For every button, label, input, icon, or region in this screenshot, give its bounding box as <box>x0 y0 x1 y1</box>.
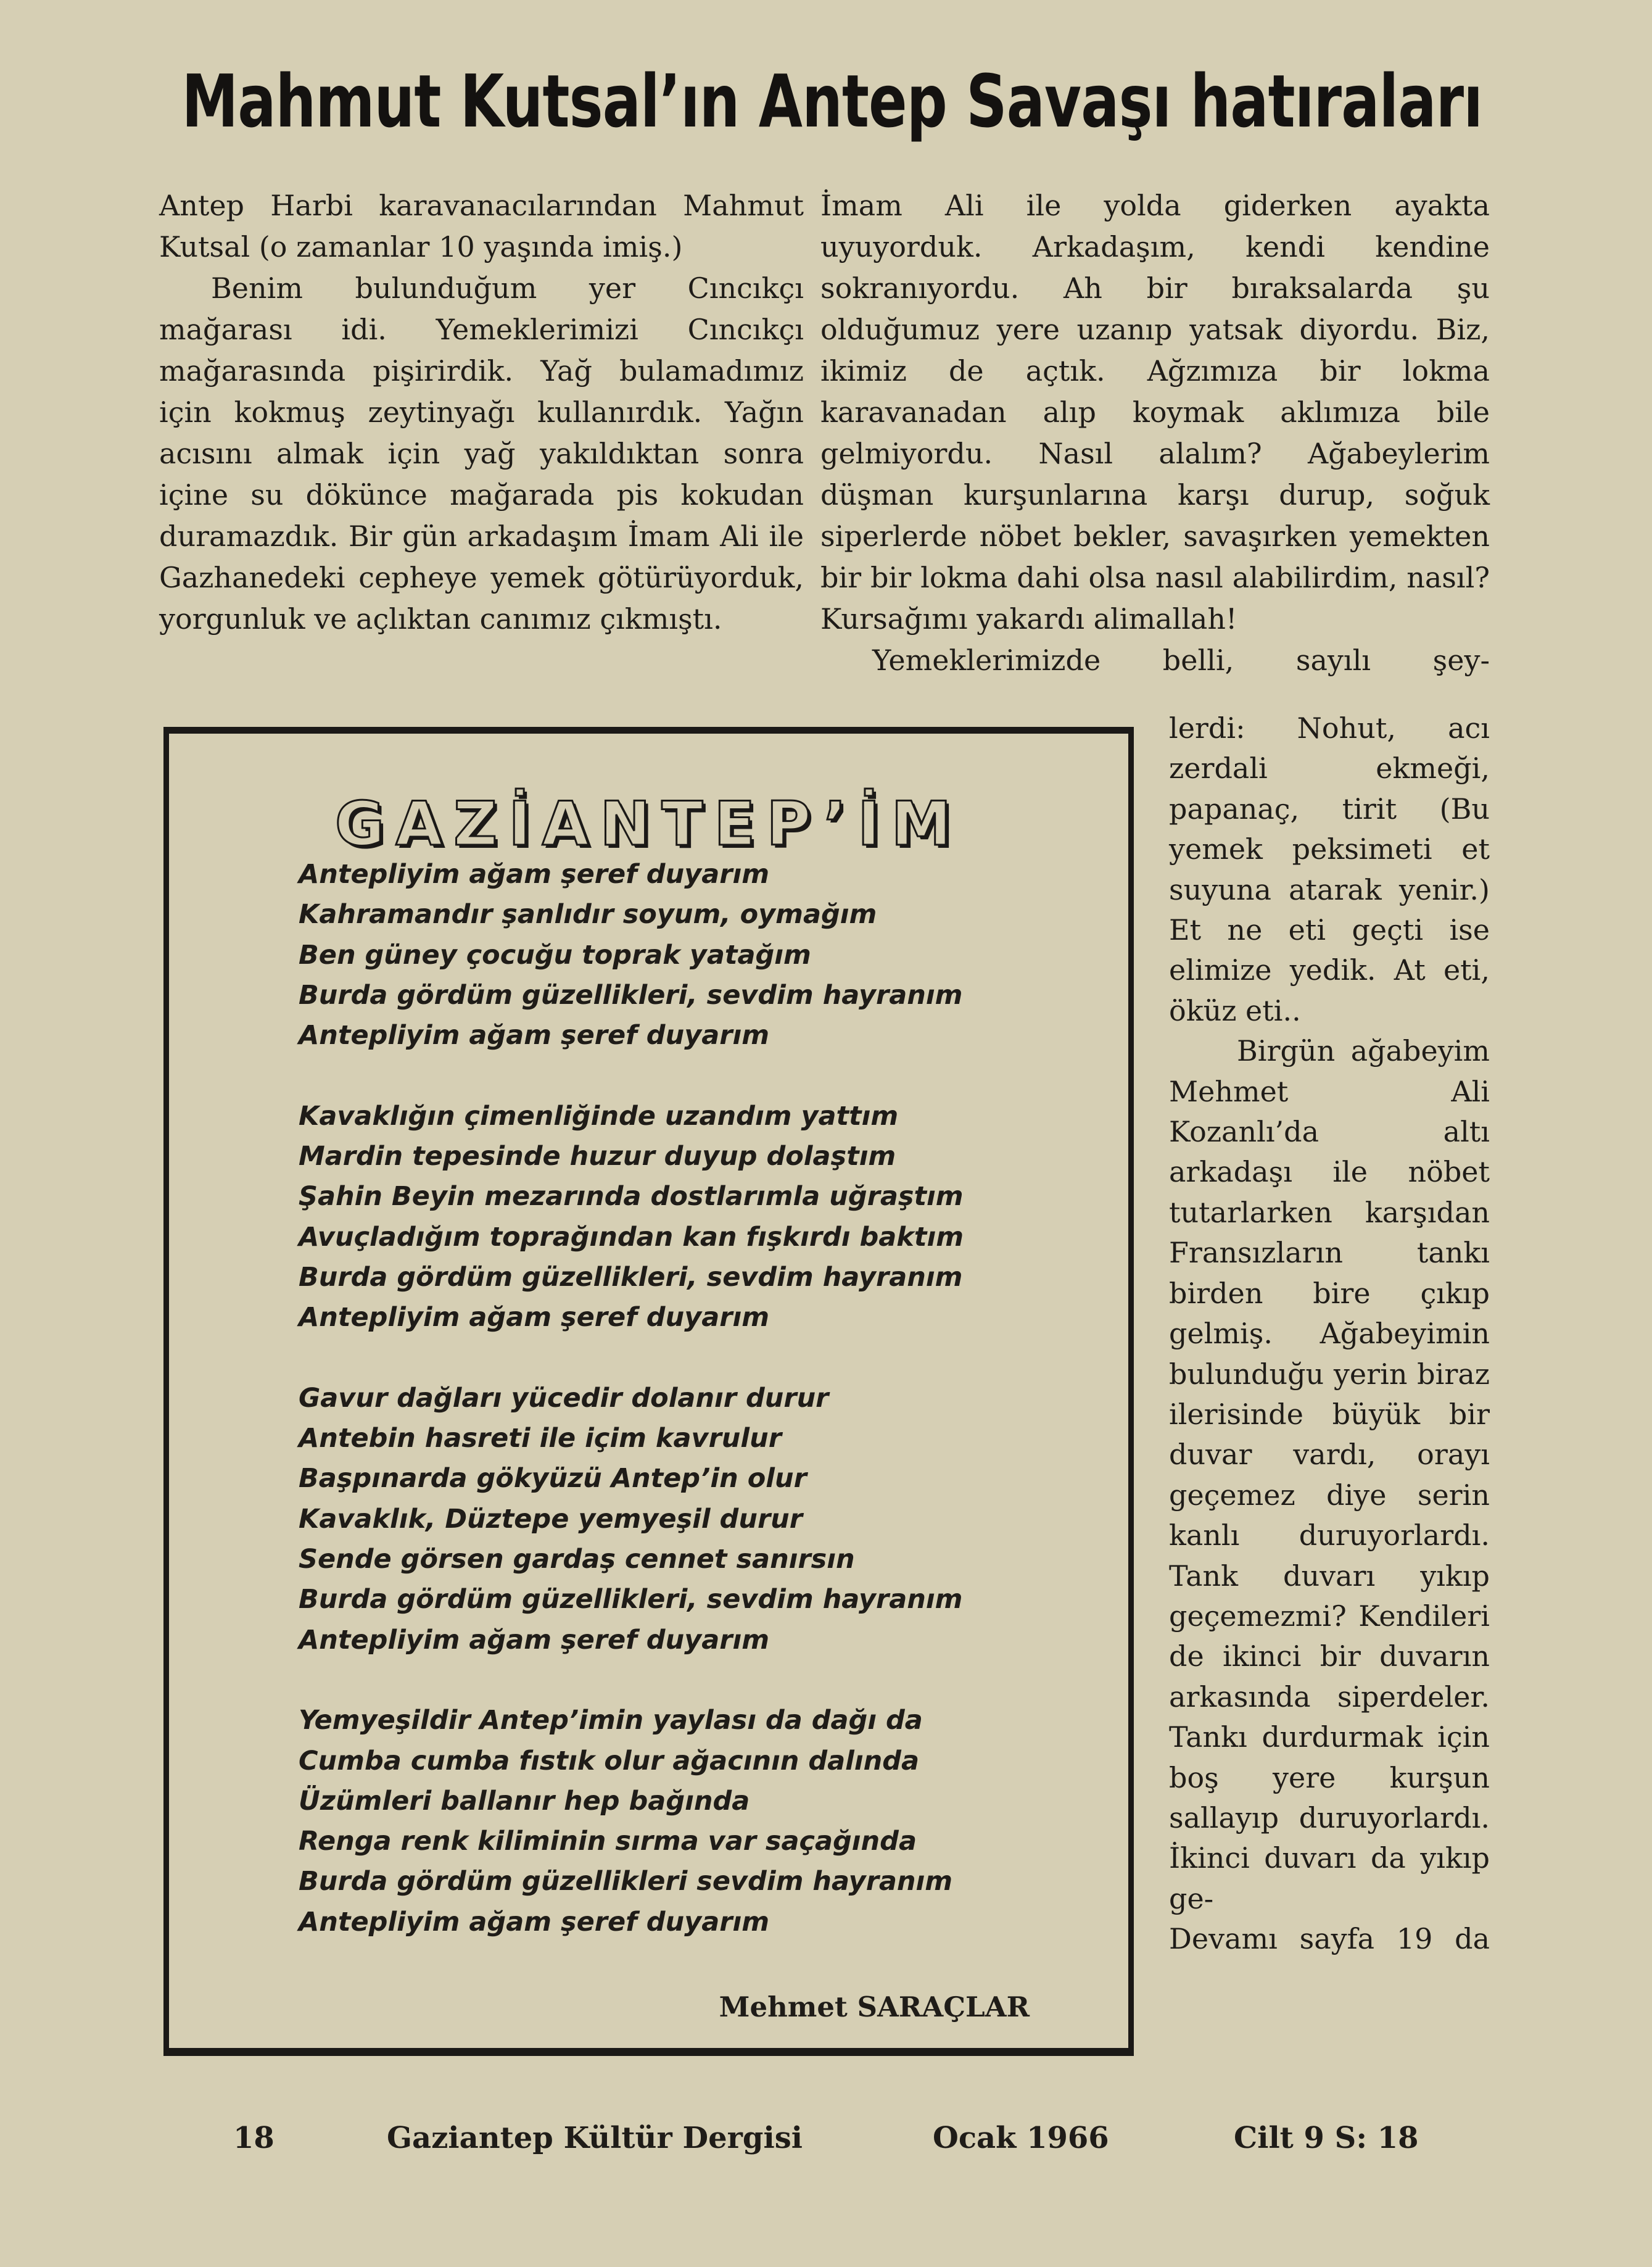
poem-line: Şahin Beyin mezarında dostlarımla uğraştım <box>299 1181 964 1212</box>
poem-line: Yemyeşildir Antep’imin yaylası da dağı da <box>299 1705 923 1736</box>
poem-line: Burda gördüm güzellikleri sevdim hayranım <box>299 1866 953 1897</box>
narrow-column <box>1169 708 1490 1960</box>
poem-line: Sende görsen gardaş cennet sanırsın <box>299 1544 855 1575</box>
page-footer <box>0 2121 1652 2158</box>
poem-line: Ben güney çocuğu toprak yatağım <box>299 939 811 971</box>
poem-line: Burda gördüm güzellikleri, sevdim hayranım <box>299 1584 963 1615</box>
poem-stanza-2 <box>299 1096 1101 1338</box>
poem-line: Kahramandır şanlıdır soyum, oymağım <box>299 899 877 930</box>
poem-stanza-1 <box>299 855 1101 1056</box>
poem-line: Kavaklığın çimenliğinde uzandım yattım <box>299 1100 899 1132</box>
poem-line: Avuçladığım toprağından kan fışkırdı baktım <box>299 1221 964 1253</box>
body-paragraph-3-start: Yemeklerimizde belli, sayılı şey- <box>872 644 1490 677</box>
poem-line: Antepliyim ağam şeref duyarım <box>299 1020 769 1051</box>
poem-line: Antebin hasreti ile içim kavrulur <box>299 1423 782 1454</box>
issue-date: Ocak 1966 <box>933 2121 1109 2155</box>
poem-title: GAZİANTEP’İM <box>334 789 963 860</box>
poem-line: Antepliyim ağam şeref duyarım <box>299 1906 769 1938</box>
body-paragraph-4: Birgün ağabeyim Mehmet Ali Kozanlı’da altı arkadaşı ile nöbet tutarlarken karşıdan Fransızların tankı birden bire çıkıp gelmiş. Ağabeyimin bulunduğu yerin biraz ilerisinde büyük bir duvar vardı, orayı geçemez diye serin kanlı duruyorlardı. Tank duvarı yıkıp geçemezmi? Kendileri de ikinci bir duvarın arkasında siperdeler. Tankı durdurmak için boş yere kurşun sallayıp duruyorlardı. İkinci duvarı da yıkıp ge- <box>1169 1034 1490 1915</box>
left-column <box>159 185 804 640</box>
magazine-name: Gaziantep Kültür Dergisi <box>387 2121 803 2155</box>
poem-line: Kavaklık, Düztepe yemyeşil durur <box>299 1503 803 1535</box>
poem-line: Antepliyim ağam şeref duyarım <box>299 1624 769 1656</box>
body-paragraph-1: Benim bulunduğum yer Cıncıkçı mağarası idi. Yemeklerimizi Cıncıkçı mağarasında pişirirdik. Yağ bulamadımız için kokmuş zeytinyağı kullanırdık. Yağın acısını almak için yağ yakıldıktan sonra içine su dökünce mağarada pis kokudan duramazdık. Bir gün arkadaşım İmam Ali ile Gazhanedeki cepheye yemek götürüyorduk, yorgunluk ve açlıktan canımız çıkmıştı. <box>159 271 804 636</box>
poem-author: Mehmet SARAÇLAR <box>719 1991 1030 2023</box>
poem-line: Gavur dağları yücedir dolanır durur <box>299 1382 829 1414</box>
poem-line: Üzümleri ballanır hep bağında <box>299 1785 750 1817</box>
poem-line: Burda gördüm güzellikleri, sevdim hayranım <box>299 1261 963 1293</box>
poem-stanza-3 <box>299 1378 1101 1660</box>
poem-stanza-4 <box>299 1701 1101 1942</box>
poem-box <box>163 727 1134 2056</box>
poem-line: Mardin tepesinde huzur duyup dolaştım <box>299 1141 896 1172</box>
intro-paragraph: Antep Harbi karavanacılarından Mahmut Kutsal (o zamanlar 10 yaşında imiş.) <box>159 189 804 263</box>
poem-line: Cumba cumba fıstık olur ağacının dalında <box>299 1745 920 1776</box>
poem-text <box>299 855 1101 1983</box>
body-paragraph-3-cont: lerdi: Nohut, acı zerdali ekmeği, papanaç, tirit (Bu yemek peksimeti et suyuna atarak yenir.) Et ne eti geçti ise elimize yedik. At eti, öküz eti.. <box>1169 711 1490 1027</box>
poem-line: Burda gördüm güzellikleri, sevdim hayranım <box>299 979 963 1011</box>
poem-line: Başpınarda gökyüzü Antep’in olur <box>299 1463 807 1494</box>
volume-info: Cilt 9 S: 18 <box>1234 2121 1419 2155</box>
poem-line: Antepliyim ağam şeref duyarım <box>299 859 769 890</box>
poem-line: Renga renk kiliminin sırma var saçağında <box>299 1826 917 1857</box>
poem-line: Antepliyim ağam şeref duyarım <box>299 1302 769 1333</box>
article-title: Mahmut Kutsal’ın Antep Savaşı hatıraları <box>181 59 1483 144</box>
body-paragraph-2: İmam Ali ile yolda giderken ayakta uyuyorduk. Arkadaşım, kendi kendine sokranıyordu. Ah bir bıraksalarda şu olduğumuz yere uzanıp yatsak diyordu. Biz, ikimiz de açtık. Ağzımıza bir lokma karavanadan alıp koymak aklımıza bile gelmiyordu. Nasıl alalım? Ağabeylerim düşman kurşunlarına karşı durup, soğuk siperlerde nöbet bekler, savaşırken yemekten bir bir lokma dahi olsa nasıl alabilirdim, nasıl? Kursağımı yakardı alimallah! <box>820 189 1490 636</box>
continued-note: Devamı sayfa 19 da <box>1169 1922 1490 1956</box>
right-column <box>820 185 1490 681</box>
page-number: 18 <box>233 2121 275 2155</box>
